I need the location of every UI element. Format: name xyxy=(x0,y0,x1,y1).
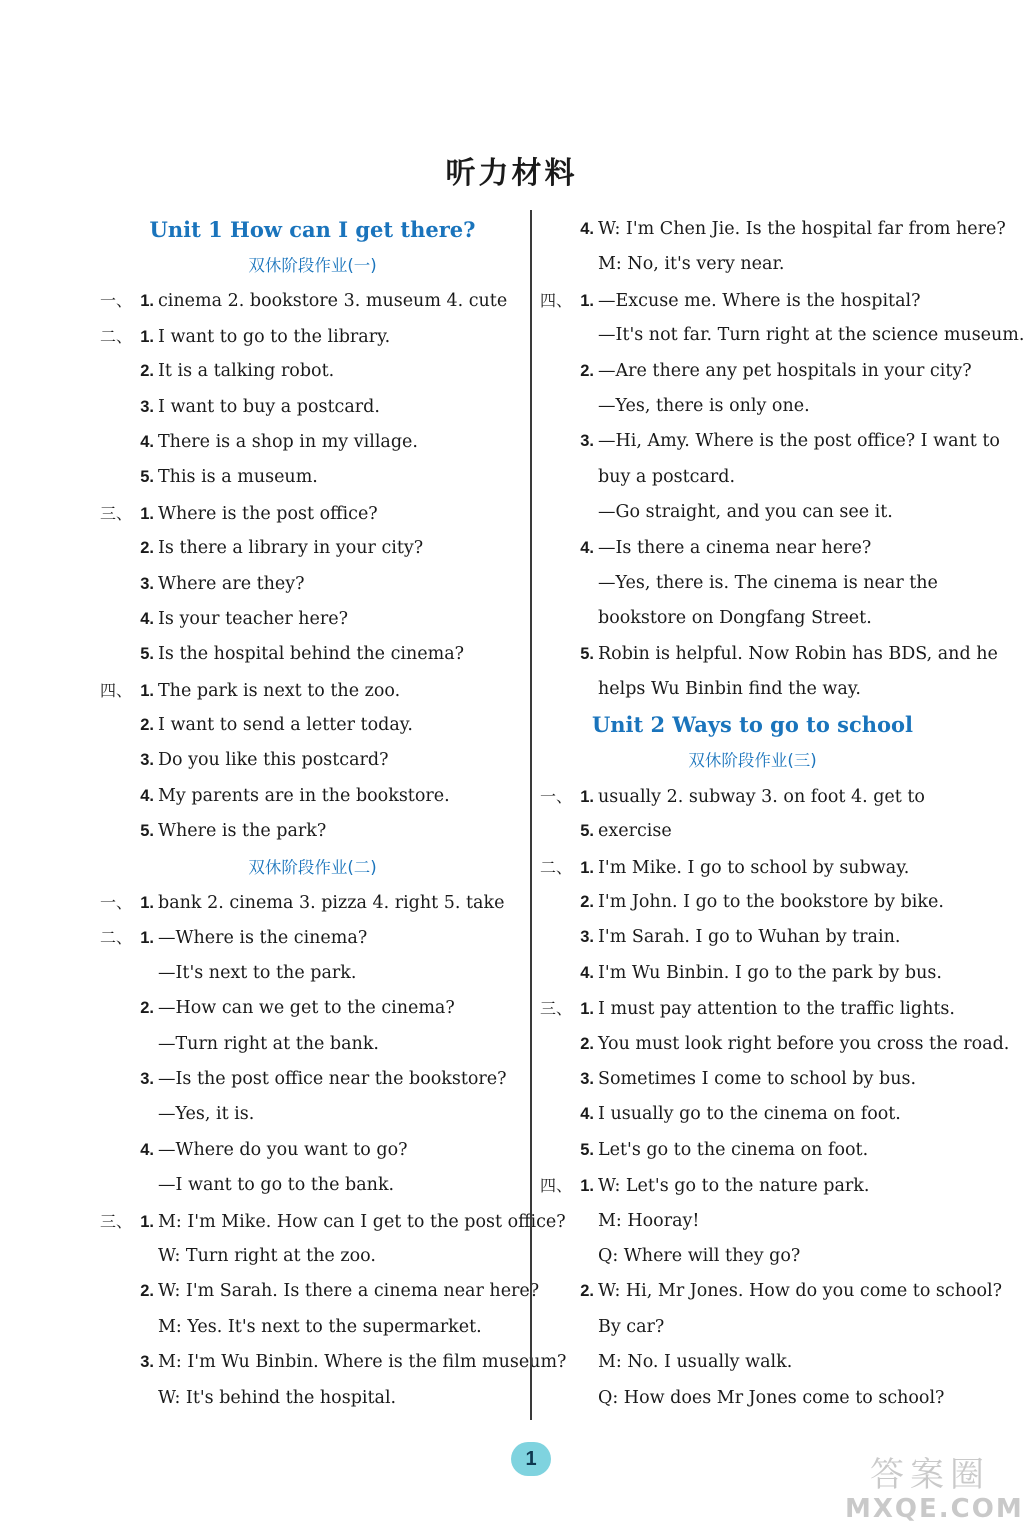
item-number: 4. xyxy=(140,432,154,451)
transcript-line xyxy=(540,1133,965,1168)
item-number: 2. xyxy=(580,893,594,912)
line-text: Do you like this postcard? xyxy=(158,750,389,771)
line-text: Where is the post office? xyxy=(158,503,378,524)
item-number: 4. xyxy=(580,538,594,557)
section-marker: 一、 xyxy=(540,786,573,806)
item-number: 1. xyxy=(580,858,594,877)
section-marker: 三、 xyxy=(100,503,133,523)
line-text: Is your teacher here? xyxy=(158,608,348,629)
transcript-line xyxy=(540,1345,965,1380)
line-text: M: Hooray! xyxy=(598,1210,700,1231)
item-number: 1. xyxy=(580,1177,594,1196)
line-text: M: No. I usually walk. xyxy=(598,1352,793,1373)
item-number: 3. xyxy=(140,751,154,770)
unit-heading: Unit 2 Ways to go to school xyxy=(591,712,914,738)
transcript-line xyxy=(100,743,525,778)
line-text: —Are there any pet hospitals in your city? xyxy=(598,360,972,381)
transcript-line xyxy=(540,779,965,814)
section-marker: 一、 xyxy=(100,893,133,913)
line-text: My parents are in the bookstore. xyxy=(158,785,450,806)
line-text: W: I'm Sarah. Is there a cinema near here? xyxy=(158,1281,540,1302)
item-number: 5. xyxy=(140,645,154,664)
item-number: 3. xyxy=(140,574,154,593)
transcript-line xyxy=(540,885,965,920)
transcript-line xyxy=(540,318,1024,353)
item-number: 5. xyxy=(140,468,154,487)
transcript-line xyxy=(540,1239,965,1274)
transcript-line xyxy=(100,1239,525,1274)
transcript-line xyxy=(100,956,525,991)
unit-heading: Unit 1 How can I get there? xyxy=(149,217,476,242)
transcript-line xyxy=(540,814,965,849)
item-number: 2. xyxy=(140,716,154,735)
item-number: 5. xyxy=(580,1140,594,1159)
line-text: —Where do you want to go? xyxy=(158,1139,408,1160)
item-number: 5. xyxy=(140,822,154,841)
line-text: usually 2. subway 3. on foot 4. get to xyxy=(598,786,925,807)
item-number: 4. xyxy=(140,786,154,805)
line-text: The park is next to the zoo. xyxy=(158,680,401,701)
line-text: exercise xyxy=(598,821,672,842)
line-text: Q: How does Mr Jones come to school? xyxy=(598,1387,945,1408)
transcript-line xyxy=(540,460,965,495)
section-heading: 双休阶段作业(二) xyxy=(248,857,377,877)
line-text: Is the hospital behind the cinema? xyxy=(158,644,465,665)
transcript-line xyxy=(100,319,525,354)
item-number: 1. xyxy=(140,681,154,700)
line-text: Sometimes I come to school by bus. xyxy=(598,1068,917,1089)
item-number: 2. xyxy=(140,539,154,558)
transcript-line xyxy=(100,567,525,602)
item-number: 2. xyxy=(580,1034,594,1053)
watermark-en: MXQE.COM xyxy=(845,1494,1024,1524)
section-marker: 三、 xyxy=(100,1211,133,1231)
transcript-line xyxy=(100,885,525,920)
line-text: W: Let's go to the nature park. xyxy=(598,1176,870,1197)
line-text: This is a museum. xyxy=(158,467,318,488)
item-number: 1. xyxy=(580,291,594,310)
transcript-line xyxy=(100,531,525,566)
line-text: —Is there a cinema near here? xyxy=(598,537,872,558)
transcript-line xyxy=(540,354,972,389)
line-text: M: Yes. It's next to the supermarket. xyxy=(158,1316,482,1337)
line-text: M: I'm Mike. How can I get to the post office? xyxy=(158,1211,566,1232)
transcript-line xyxy=(100,1274,540,1309)
item-number: 1. xyxy=(140,894,154,913)
section-marker: 二、 xyxy=(100,326,133,346)
line-text: You must look right before you cross the road. xyxy=(598,1033,1010,1054)
watermark-logo xyxy=(845,1455,1024,1525)
transcript-line xyxy=(100,390,525,425)
section-marker: 四、 xyxy=(540,290,573,310)
line-text: W: Turn right at the zoo. xyxy=(158,1245,376,1266)
line-text: W: Hi, Mr Jones. How do you come to school? xyxy=(598,1281,1003,1302)
column-divider xyxy=(530,210,532,1420)
line-text: —Go straight, and you can see it. xyxy=(598,502,893,523)
transcript-line xyxy=(100,1381,525,1416)
transcript-line xyxy=(540,495,965,530)
transcript-line xyxy=(540,956,965,991)
section-marker: 三、 xyxy=(540,999,573,1019)
line-text: —Hi, Amy. Where is the post office? I want to xyxy=(598,431,1000,452)
transcript-line xyxy=(540,601,965,636)
transcript-line xyxy=(540,850,965,885)
item-number: 3. xyxy=(580,432,594,451)
page-number: 1 xyxy=(511,1442,551,1476)
transcript-line xyxy=(100,1133,525,1168)
watermark-cn: 答案圈 xyxy=(870,1455,990,1495)
item-number: 3. xyxy=(580,928,594,947)
line-text: I want to send a letter today. xyxy=(158,715,413,736)
transcript-line xyxy=(100,1027,525,1062)
transcript-line xyxy=(540,1381,965,1416)
line-text: I'm Sarah. I go to Wuhan by train. xyxy=(598,927,901,948)
transcript-line xyxy=(100,814,525,849)
line-text: I'm Mike. I go to school by subway. xyxy=(598,857,910,878)
item-number: 4. xyxy=(580,220,594,238)
transcript-line xyxy=(100,425,525,460)
line-text: W: I'm Chen Jie. Is the hospital far from here? xyxy=(598,219,1006,239)
transcript-line xyxy=(100,1062,525,1097)
line-text: —How can we get to the cinema? xyxy=(158,998,455,1019)
transcript-line xyxy=(100,779,525,814)
transcript-line xyxy=(100,1310,525,1345)
line-text: Let's go to the cinema on foot. xyxy=(598,1139,869,1160)
item-number: 2. xyxy=(140,999,154,1018)
transcript-line xyxy=(540,920,965,955)
line-text: I want to buy a postcard. xyxy=(158,396,380,417)
transcript-line xyxy=(540,1027,1010,1062)
item-number: 4. xyxy=(580,963,594,982)
line-text: —Yes, it is. xyxy=(158,1104,255,1125)
transcript-line xyxy=(540,1204,965,1239)
item-number: 1. xyxy=(140,1212,154,1231)
transcript-line xyxy=(540,424,1000,459)
transcript-line xyxy=(100,354,525,389)
item-number: 1. xyxy=(140,327,154,346)
line-text: bank 2. cinema 3. pizza 4. right 5. take xyxy=(158,893,505,914)
transcript-line xyxy=(100,602,525,637)
left-column xyxy=(100,212,567,1416)
transcript-line xyxy=(100,637,525,672)
line-text: cinema 2. bookstore 3. museum 4. cute xyxy=(158,291,508,312)
section-marker: 四、 xyxy=(100,680,133,700)
line-text: M: I'm Wu Binbin. Where is the film museum? xyxy=(158,1352,567,1373)
section-marker: 二、 xyxy=(540,857,573,877)
item-number: 3. xyxy=(140,1353,154,1372)
line-text: Robin is helpful. Now Robin has BDS, and he xyxy=(598,643,998,664)
line-text: buy a postcard. xyxy=(598,466,736,487)
item-number: 4. xyxy=(140,1140,154,1159)
transcript-line xyxy=(100,283,525,318)
item-number: 1. xyxy=(580,1000,594,1019)
item-number: 3. xyxy=(140,397,154,416)
item-number: 3. xyxy=(580,1069,594,1088)
transcript-line xyxy=(540,1168,965,1203)
line-text: I'm John. I go to the bookstore by bike. xyxy=(598,892,944,913)
line-text: By car? xyxy=(598,1316,665,1337)
line-text: —Yes, there is. The cinema is near the xyxy=(598,572,938,593)
section-marker: 二、 xyxy=(100,928,133,948)
transcript-line xyxy=(100,460,525,495)
right-column xyxy=(540,212,1024,1416)
line-text: It is a talking robot. xyxy=(158,361,335,382)
transcript-line xyxy=(100,708,525,743)
page-title: 听力材料 xyxy=(445,156,578,191)
section-marker: 四、 xyxy=(540,1176,573,1196)
item-number: 1. xyxy=(140,929,154,948)
transcript-line xyxy=(540,566,965,601)
line-text: I'm Wu Binbin. I go to the park by bus. xyxy=(598,962,942,983)
item-number: 2. xyxy=(140,1282,154,1301)
transcript-line xyxy=(540,1062,965,1097)
item-number: 3. xyxy=(140,1069,154,1088)
section-heading: 双休阶段作业(三) xyxy=(688,751,817,771)
section-marker: 一、 xyxy=(100,291,133,311)
line-text: —Where is the cinema? xyxy=(158,928,368,949)
line-text: Where are they? xyxy=(158,573,305,594)
transcript-line xyxy=(540,1274,1003,1309)
line-text: —Turn right at the bank. xyxy=(158,1033,379,1054)
line-text: bookstore on Dongfang Street. xyxy=(598,608,872,629)
item-number: 4. xyxy=(580,1105,594,1124)
line-text: —It's not far. Turn right at the science museum. xyxy=(598,325,1024,346)
transcript-line xyxy=(540,991,965,1026)
item-number: 1. xyxy=(140,292,154,311)
line-text: I usually go to the cinema on foot. xyxy=(598,1104,901,1125)
line-text: I must pay attention to the traffic lights. xyxy=(598,999,955,1020)
line-text: There is a shop in my village. xyxy=(158,431,418,452)
transcript-line xyxy=(540,247,965,282)
line-text: M: No, it's very near. xyxy=(598,254,785,275)
transcript-line xyxy=(100,1168,525,1203)
line-text: —It's next to the park. xyxy=(158,962,357,983)
transcript-line xyxy=(100,1204,566,1239)
section-heading: 双休阶段作业(一) xyxy=(248,256,377,275)
transcript-line xyxy=(540,531,965,566)
line-text: —Excuse me. Where is the hospital? xyxy=(598,290,921,311)
transcript-line xyxy=(100,991,525,1026)
line-text: —I want to go to the bank. xyxy=(158,1175,395,1196)
item-number: 5. xyxy=(580,644,594,663)
item-number: 1. xyxy=(580,787,594,806)
transcript-line xyxy=(540,283,965,318)
line-text: W: It's behind the hospital. xyxy=(158,1387,397,1408)
transcript-line xyxy=(100,920,525,955)
transcript-line xyxy=(540,1097,965,1132)
line-text: I want to go to the library. xyxy=(158,326,391,347)
line-text: —Yes, there is only one. xyxy=(598,395,810,416)
transcript-line xyxy=(540,637,998,672)
line-text: Where is the park? xyxy=(158,821,327,842)
line-text: Is there a library in your city? xyxy=(158,538,424,559)
item-number: 2. xyxy=(140,362,154,381)
item-number: 1. xyxy=(140,504,154,523)
transcript-line xyxy=(540,212,1006,247)
transcript-line xyxy=(100,1097,525,1132)
item-number: 2. xyxy=(580,1282,594,1301)
transcript-line xyxy=(100,673,525,708)
transcript-line xyxy=(540,672,965,707)
line-text: helps Wu Binbin find the way. xyxy=(598,679,861,700)
item-number: 2. xyxy=(580,361,594,380)
line-text: —Is the post office near the bookstore? xyxy=(158,1068,507,1089)
transcript-line xyxy=(100,1345,567,1380)
line-text: Q: Where will they go? xyxy=(598,1245,801,1266)
transcript-line xyxy=(100,496,525,531)
transcript-line xyxy=(540,389,965,424)
item-number: 4. xyxy=(140,609,154,628)
item-number: 5. xyxy=(580,822,594,841)
transcript-line xyxy=(540,1310,965,1345)
